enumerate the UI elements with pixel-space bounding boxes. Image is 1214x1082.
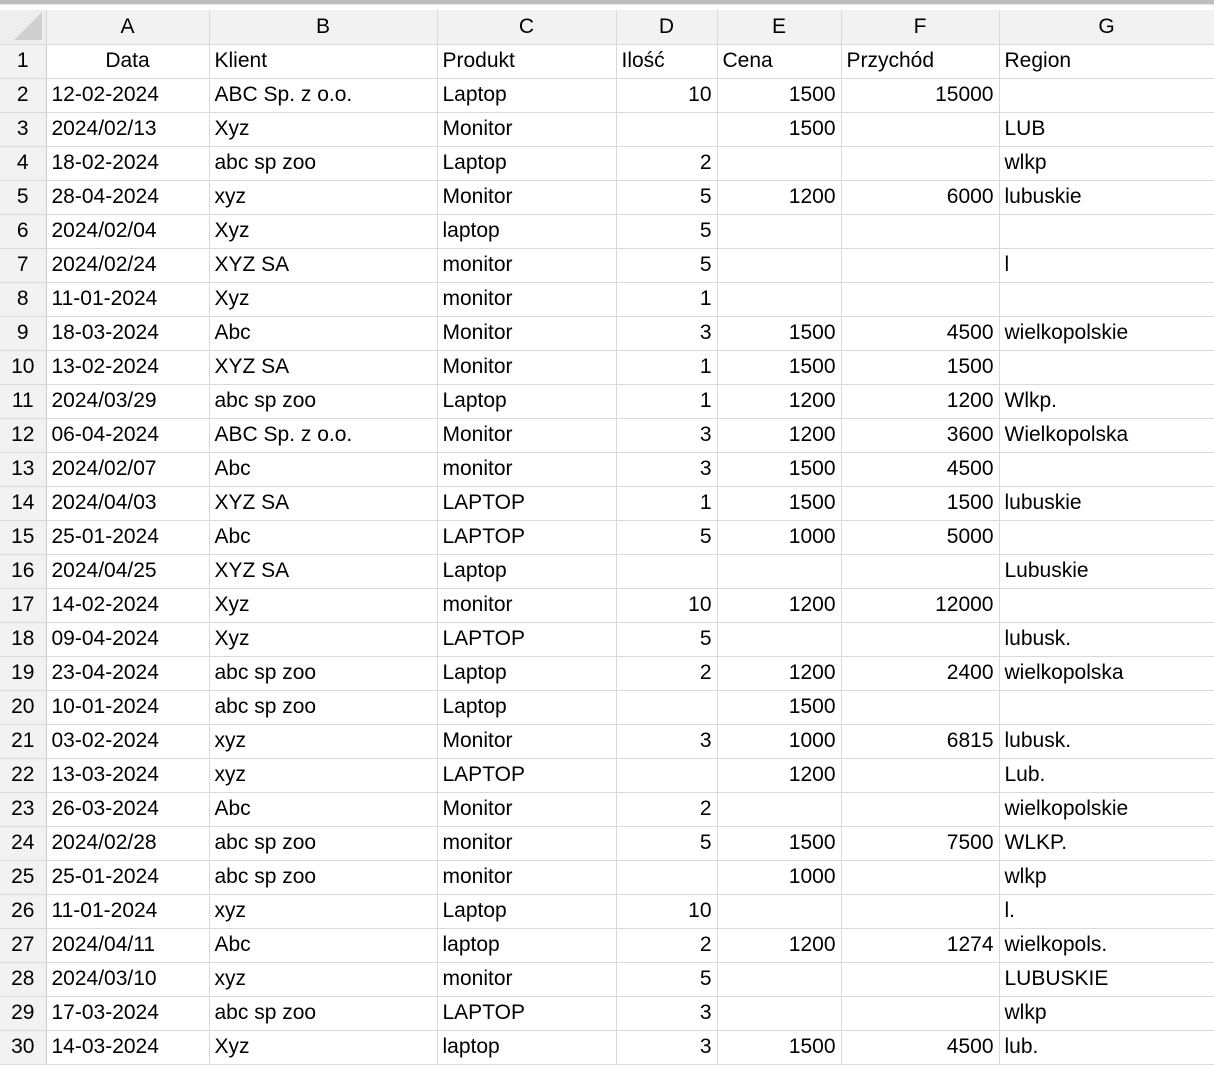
row-header[interactable]: 26 [0, 894, 46, 928]
cell-przychod[interactable] [841, 282, 999, 316]
cell-region[interactable]: lubusk. [999, 724, 1214, 758]
cell-produkt[interactable]: Monitor [437, 316, 616, 350]
cell-data[interactable]: 28-04-2024 [46, 180, 209, 214]
cell-produkt[interactable]: LAPTOP [437, 486, 616, 520]
row-header[interactable]: 21 [0, 724, 46, 758]
cell-data[interactable]: 2024/03/29 [46, 384, 209, 418]
table-row [0, 724, 1214, 758]
row-header[interactable]: 14 [0, 486, 46, 520]
cell-ilosc[interactable]: 3 [616, 1030, 717, 1064]
cell-klient[interactable]: Abc [209, 452, 437, 486]
cell-region[interactable]: lubuskie [999, 180, 1214, 214]
header-cell-cena[interactable]: Cena [717, 44, 841, 78]
cell-cena[interactable]: 1200 [717, 656, 841, 690]
cell-produkt[interactable]: Laptop [437, 78, 616, 112]
select-all-icon [14, 12, 42, 40]
cell-produkt[interactable]: monitor [437, 452, 616, 486]
cell-ilosc[interactable]: 1 [616, 384, 717, 418]
cell-data[interactable]: 2024/02/04 [46, 214, 209, 248]
row-header[interactable]: 27 [0, 928, 46, 962]
column-header-row [0, 10, 1214, 44]
row-header[interactable]: 23 [0, 792, 46, 826]
header-cell-klient[interactable]: Klient [209, 44, 437, 78]
cell-produkt[interactable]: LAPTOP [437, 520, 616, 554]
cell-klient[interactable]: Xyz [209, 622, 437, 656]
cell-cena[interactable]: 1000 [717, 724, 841, 758]
cell-produkt[interactable]: Laptop [437, 656, 616, 690]
cell-cena[interactable] [717, 282, 841, 316]
cell-cena[interactable] [717, 248, 841, 282]
cell-data[interactable]: 2024/04/25 [46, 554, 209, 588]
row-header[interactable]: 15 [0, 520, 46, 554]
table-row [0, 996, 1214, 1030]
column-header-e[interactable]: E [717, 10, 841, 44]
row-header[interactable]: 28 [0, 962, 46, 996]
cell-przychod[interactable] [841, 146, 999, 180]
cell-ilosc[interactable]: 5 [616, 180, 717, 214]
cell-klient[interactable]: xyz [209, 894, 437, 928]
cell-produkt[interactable]: Monitor [437, 112, 616, 146]
row-header[interactable]: 20 [0, 690, 46, 724]
cell-ilosc[interactable]: 5 [616, 962, 717, 996]
cell-data[interactable]: 12-02-2024 [46, 78, 209, 112]
cell-region[interactable] [999, 690, 1214, 724]
table-row [0, 894, 1214, 928]
cell-ilosc[interactable] [616, 112, 717, 146]
column-header-a[interactable]: A [46, 10, 209, 44]
select-all-button[interactable] [0, 10, 46, 44]
table-row [0, 928, 1214, 962]
cell-produkt[interactable]: Monitor [437, 418, 616, 452]
cell-data[interactable]: 11-01-2024 [46, 282, 209, 316]
table-row [0, 180, 1214, 214]
cell-przychod[interactable]: 4500 [841, 452, 999, 486]
cell-ilosc[interactable]: 5 [616, 622, 717, 656]
cell-data[interactable]: 25-01-2024 [46, 860, 209, 894]
cell-przychod[interactable]: 2400 [841, 656, 999, 690]
spreadsheet-grid[interactable] [0, 10, 1214, 1065]
cell-przychod[interactable] [841, 112, 999, 146]
cell-przychod[interactable]: 6000 [841, 180, 999, 214]
row-header[interactable]: 19 [0, 656, 46, 690]
cell-ilosc[interactable]: 5 [616, 214, 717, 248]
cell-ilosc[interactable]: 2 [616, 656, 717, 690]
cell-ilosc[interactable]: 1 [616, 486, 717, 520]
cell-cena[interactable]: 1500 [717, 350, 841, 384]
cell-klient[interactable]: Xyz [209, 112, 437, 146]
cell-klient[interactable]: abc sp zoo [209, 996, 437, 1030]
cell-cena[interactable]: 1500 [717, 452, 841, 486]
row-header[interactable]: 17 [0, 588, 46, 622]
cell-region[interactable]: wielkopolskie [999, 792, 1214, 826]
cell-przychod[interactable] [841, 860, 999, 894]
table-row [0, 78, 1214, 112]
cell-produkt[interactable]: LAPTOP [437, 996, 616, 1030]
cell-data[interactable]: 2024/04/11 [46, 928, 209, 962]
cell-klient[interactable]: Abc [209, 928, 437, 962]
cell-region[interactable]: wielkopolskie [999, 316, 1214, 350]
cell-region[interactable] [999, 452, 1214, 486]
cell-przychod[interactable] [841, 996, 999, 1030]
row-header[interactable]: 4 [0, 146, 46, 180]
cell-data[interactable]: 13-02-2024 [46, 350, 209, 384]
cell-cena[interactable] [717, 996, 841, 1030]
cell-produkt[interactable]: monitor [437, 962, 616, 996]
cell-przychod[interactable]: 4500 [841, 316, 999, 350]
cell-ilosc[interactable]: 3 [616, 316, 717, 350]
table-row [0, 384, 1214, 418]
cell-ilosc[interactable]: 5 [616, 520, 717, 554]
cell-przychod[interactable]: 6815 [841, 724, 999, 758]
cell-produkt[interactable]: laptop [437, 214, 616, 248]
cell-klient[interactable]: Xyz [209, 214, 437, 248]
cell-data[interactable]: 14-02-2024 [46, 588, 209, 622]
table-row [0, 486, 1214, 520]
row-header[interactable]: 2 [0, 78, 46, 112]
cell-ilosc[interactable]: 10 [616, 588, 717, 622]
cell-produkt[interactable]: monitor [437, 588, 616, 622]
cell-data[interactable]: 10-01-2024 [46, 690, 209, 724]
cell-przychod[interactable] [841, 554, 999, 588]
cell-klient[interactable]: XYZ SA [209, 486, 437, 520]
cell-ilosc[interactable]: 3 [616, 996, 717, 1030]
header-cell-data[interactable]: Data [46, 44, 209, 78]
cell-cena[interactable]: 1500 [717, 78, 841, 112]
cell-klient[interactable]: Xyz [209, 588, 437, 622]
cell-cena[interactable]: 1200 [717, 418, 841, 452]
table-row [0, 44, 1214, 78]
cell-produkt[interactable]: monitor [437, 248, 616, 282]
header-cell-produkt[interactable]: Produkt [437, 44, 616, 78]
cell-cena[interactable]: 1500 [717, 316, 841, 350]
table-row [0, 1030, 1214, 1064]
cell-klient[interactable]: abc sp zoo [209, 656, 437, 690]
cell-klient[interactable]: xyz [209, 758, 437, 792]
cell-cena[interactable] [717, 792, 841, 826]
cell-przychod[interactable]: 1500 [841, 350, 999, 384]
cell-klient[interactable]: xyz [209, 962, 437, 996]
cell-ilosc[interactable] [616, 860, 717, 894]
cell-ilosc[interactable]: 3 [616, 452, 717, 486]
cell-klient[interactable]: XYZ SA [209, 248, 437, 282]
cell-cena[interactable]: 1200 [717, 384, 841, 418]
row-header[interactable]: 24 [0, 826, 46, 860]
table-row [0, 622, 1214, 656]
row-header[interactable]: 9 [0, 316, 46, 350]
cell-data[interactable]: 09-04-2024 [46, 622, 209, 656]
cell-cena[interactable] [717, 554, 841, 588]
table-row [0, 690, 1214, 724]
cell-produkt[interactable]: Laptop [437, 146, 616, 180]
cell-region[interactable] [999, 214, 1214, 248]
cell-przychod[interactable]: 15000 [841, 78, 999, 112]
cell-produkt[interactable]: Monitor [437, 180, 616, 214]
row-header[interactable]: 6 [0, 214, 46, 248]
cell-ilosc[interactable]: 5 [616, 248, 717, 282]
cell-przychod[interactable] [841, 792, 999, 826]
cell-cena[interactable]: 1200 [717, 180, 841, 214]
cell-data[interactable]: 2024/02/13 [46, 112, 209, 146]
row-header[interactable]: 29 [0, 996, 46, 1030]
cell-region[interactable]: wlkp [999, 996, 1214, 1030]
table-row [0, 350, 1214, 384]
table-row [0, 316, 1214, 350]
cell-ilosc[interactable]: 3 [616, 418, 717, 452]
row-header[interactable]: 8 [0, 282, 46, 316]
cell-przychod[interactable] [841, 690, 999, 724]
cell-klient[interactable]: abc sp zoo [209, 826, 437, 860]
cell-data[interactable]: 2024/02/07 [46, 452, 209, 486]
row-header[interactable]: 16 [0, 554, 46, 588]
cell-region[interactable]: wielkopolska [999, 656, 1214, 690]
row-header[interactable]: 10 [0, 350, 46, 384]
cell-cena[interactable]: 1000 [717, 860, 841, 894]
cell-przychod[interactable]: 1274 [841, 928, 999, 962]
cell-ilosc[interactable]: 10 [616, 78, 717, 112]
table-row [0, 758, 1214, 792]
row-header[interactable]: 11 [0, 384, 46, 418]
table-row [0, 826, 1214, 860]
cell-data[interactable]: 14-03-2024 [46, 1030, 209, 1064]
row-header[interactable]: 30 [0, 1030, 46, 1064]
cell-data[interactable]: 17-03-2024 [46, 996, 209, 1030]
cell-przychod[interactable]: 7500 [841, 826, 999, 860]
cell-cena[interactable]: 1500 [717, 1030, 841, 1064]
cell-przychod[interactable] [841, 962, 999, 996]
cell-produkt[interactable]: laptop [437, 928, 616, 962]
header-cell-region[interactable]: Region [999, 44, 1214, 78]
cell-klient[interactable]: Abc [209, 792, 437, 826]
cell-region[interactable]: LUB [999, 112, 1214, 146]
cell-cena[interactable] [717, 214, 841, 248]
row-header[interactable]: 1 [0, 44, 46, 78]
row-header[interactable]: 3 [0, 112, 46, 146]
cell-region[interactable]: lubusk. [999, 622, 1214, 656]
row-header[interactable]: 18 [0, 622, 46, 656]
cell-cena[interactable]: 1000 [717, 520, 841, 554]
cell-region[interactable] [999, 350, 1214, 384]
cell-ilosc[interactable]: 3 [616, 724, 717, 758]
header-cell-ilosc[interactable]: Ilość [616, 44, 717, 78]
cell-region[interactable]: wielkopols. [999, 928, 1214, 962]
cell-region[interactable]: Wielkopolska [999, 418, 1214, 452]
cell-klient[interactable]: abc sp zoo [209, 860, 437, 894]
cell-produkt[interactable]: LAPTOP [437, 622, 616, 656]
cell-przychod[interactable] [841, 894, 999, 928]
cell-data[interactable]: 2024/03/10 [46, 962, 209, 996]
cell-ilosc[interactable]: 5 [616, 826, 717, 860]
cell-przychod[interactable]: 4500 [841, 1030, 999, 1064]
cell-przychod[interactable]: 5000 [841, 520, 999, 554]
cell-region[interactable]: wlkp [999, 146, 1214, 180]
cell-data[interactable]: 06-04-2024 [46, 418, 209, 452]
cell-ilosc[interactable]: 10 [616, 894, 717, 928]
table-row [0, 520, 1214, 554]
cell-przychod[interactable] [841, 758, 999, 792]
cell-klient[interactable]: Abc [209, 520, 437, 554]
table-row [0, 248, 1214, 282]
cell-data[interactable]: 11-01-2024 [46, 894, 209, 928]
cell-region[interactable] [999, 282, 1214, 316]
cell-ilosc[interactable]: 1 [616, 282, 717, 316]
cell-cena[interactable] [717, 622, 841, 656]
cell-przychod[interactable]: 1500 [841, 486, 999, 520]
cell-cena[interactable]: 1500 [717, 112, 841, 146]
table-row [0, 112, 1214, 146]
cell-produkt[interactable]: monitor [437, 860, 616, 894]
cell-region[interactable]: wlkp [999, 860, 1214, 894]
row-header[interactable]: 5 [0, 180, 46, 214]
cell-ilosc[interactable]: 2 [616, 928, 717, 962]
cell-produkt[interactable]: monitor [437, 826, 616, 860]
cell-produkt[interactable]: Laptop [437, 384, 616, 418]
cell-produkt[interactable]: Laptop [437, 554, 616, 588]
cell-cena[interactable]: 1500 [717, 826, 841, 860]
column-header-f[interactable]: F [841, 10, 999, 44]
cell-przychod[interactable]: 12000 [841, 588, 999, 622]
cell-ilosc[interactable]: 1 [616, 350, 717, 384]
cell-ilosc[interactable] [616, 690, 717, 724]
cell-produkt[interactable]: Monitor [437, 792, 616, 826]
column-header-b[interactable]: B [209, 10, 437, 44]
cell-region[interactable] [999, 78, 1214, 112]
cell-data[interactable]: 2024/04/03 [46, 486, 209, 520]
cell-klient[interactable]: Xyz [209, 1030, 437, 1064]
cell-produkt[interactable]: monitor [437, 282, 616, 316]
cell-cena[interactable] [717, 146, 841, 180]
cell-region[interactable]: Lub. [999, 758, 1214, 792]
cell-data[interactable]: 25-01-2024 [46, 520, 209, 554]
cell-ilosc[interactable] [616, 554, 717, 588]
cell-klient[interactable]: xyz [209, 724, 437, 758]
cell-klient[interactable]: ABC Sp. z o.o. [209, 78, 437, 112]
cell-region[interactable]: lubuskie [999, 486, 1214, 520]
cell-region[interactable]: LUBUSKIE [999, 962, 1214, 996]
row-header[interactable]: 22 [0, 758, 46, 792]
header-cell-przychod[interactable]: Przychód [841, 44, 999, 78]
table-row [0, 452, 1214, 486]
table-row [0, 860, 1214, 894]
cell-data[interactable]: 18-02-2024 [46, 146, 209, 180]
cell-region[interactable]: lub. [999, 1030, 1214, 1064]
cell-region[interactable] [999, 588, 1214, 622]
cell-przychod[interactable]: 1200 [841, 384, 999, 418]
cell-data[interactable]: 26-03-2024 [46, 792, 209, 826]
column-header-d[interactable]: D [616, 10, 717, 44]
cell-produkt[interactable]: Laptop [437, 690, 616, 724]
table-row [0, 418, 1214, 452]
table-row [0, 282, 1214, 316]
cell-produkt[interactable]: Monitor [437, 350, 616, 384]
cell-ilosc[interactable]: 2 [616, 146, 717, 180]
cell-produkt[interactable]: LAPTOP [437, 758, 616, 792]
row-header[interactable]: 25 [0, 860, 46, 894]
row-header[interactable]: 13 [0, 452, 46, 486]
cell-klient[interactable]: abc sp zoo [209, 384, 437, 418]
table-row [0, 656, 1214, 690]
cell-klient[interactable]: abc sp zoo [209, 690, 437, 724]
cell-przychod[interactable] [841, 248, 999, 282]
cell-data[interactable]: 13-03-2024 [46, 758, 209, 792]
cell-produkt[interactable]: Monitor [437, 724, 616, 758]
cell-klient[interactable]: ABC Sp. z o.o. [209, 418, 437, 452]
row-header[interactable]: 7 [0, 248, 46, 282]
cell-klient[interactable]: abc sp zoo [209, 146, 437, 180]
column-header-g[interactable]: G [999, 10, 1214, 44]
cell-data[interactable]: 18-03-2024 [46, 316, 209, 350]
cell-region[interactable]: Lubuskie [999, 554, 1214, 588]
cell-cena[interactable]: 1200 [717, 588, 841, 622]
cell-produkt[interactable]: laptop [437, 1030, 616, 1064]
cell-region[interactable]: l. [999, 894, 1214, 928]
cell-cena[interactable] [717, 962, 841, 996]
cell-przychod[interactable]: 3600 [841, 418, 999, 452]
cell-ilosc[interactable]: 2 [616, 792, 717, 826]
cell-klient[interactable]: Xyz [209, 282, 437, 316]
row-header[interactable]: 12 [0, 418, 46, 452]
cell-przychod[interactable] [841, 214, 999, 248]
cell-region[interactable] [999, 520, 1214, 554]
cell-cena[interactable]: 1200 [717, 758, 841, 792]
cell-klient[interactable]: Abc [209, 316, 437, 350]
column-header-c[interactable]: C [437, 10, 616, 44]
cell-region[interactable]: WLKP. [999, 826, 1214, 860]
cell-produkt[interactable]: Laptop [437, 894, 616, 928]
toolbar-edge [0, 0, 1214, 5]
cell-region[interactable]: l [999, 248, 1214, 282]
cell-klient[interactable]: xyz [209, 180, 437, 214]
cell-region[interactable]: Wlkp. [999, 384, 1214, 418]
cell-ilosc[interactable] [616, 758, 717, 792]
cell-data[interactable]: 2024/02/24 [46, 248, 209, 282]
cell-klient[interactable]: XYZ SA [209, 554, 437, 588]
cell-data[interactable]: 03-02-2024 [46, 724, 209, 758]
table-row [0, 962, 1214, 996]
table-row [0, 214, 1214, 248]
table-row [0, 588, 1214, 622]
cell-klient[interactable]: XYZ SA [209, 350, 437, 384]
table-row [0, 554, 1214, 588]
cell-data[interactable]: 23-04-2024 [46, 656, 209, 690]
table-row [0, 792, 1214, 826]
cell-data[interactable]: 2024/02/28 [46, 826, 209, 860]
cell-cena[interactable] [717, 894, 841, 928]
cell-cena[interactable]: 1500 [717, 486, 841, 520]
table-row [0, 146, 1214, 180]
cell-cena[interactable]: 1200 [717, 928, 841, 962]
cell-cena[interactable]: 1500 [717, 690, 841, 724]
cell-przychod[interactable] [841, 622, 999, 656]
